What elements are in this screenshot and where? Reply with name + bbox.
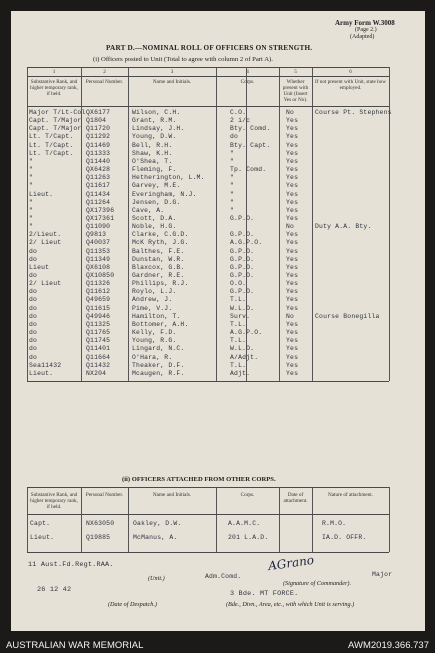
row-present: No — [286, 223, 295, 231]
unit-value: 11 Aust.Fd.Regt.RAA. — [28, 561, 114, 569]
row-rank: Major T/Lt-Col — [29, 109, 86, 116]
row-present: Yes — [286, 231, 299, 239]
row-name: O'Hara, R. — [132, 353, 173, 361]
row-rank: do — [29, 337, 38, 345]
row-rank: " — [29, 198, 34, 206]
commander-label: (Signature of Commander). — [283, 580, 351, 587]
table1-col-number: 3 — [170, 69, 174, 75]
date-label: (Date of Despatch.) — [108, 601, 157, 608]
table2-col-header: Nature of attachment. — [327, 492, 374, 498]
table1-col-header: If not present with Unit, state how employed. — [314, 79, 387, 91]
row-present: Yes — [286, 255, 299, 263]
row-corps: " — [230, 182, 235, 190]
row-rank: " — [29, 166, 34, 174]
row-personal-number: Q11615 — [86, 304, 111, 312]
row-rank: do — [29, 247, 38, 255]
table1-header-line — [27, 106, 389, 107]
table1-bottom-line — [27, 381, 389, 382]
row-rank: Lt. T/Capt. — [29, 149, 74, 157]
row-name: Roylo, L.J. — [132, 288, 177, 296]
row-corps: A.G.P.O. — [230, 329, 263, 337]
table1-col-header: Corps. — [240, 79, 255, 85]
unit-label: (Unit.) — [148, 575, 165, 582]
row-present: Yes — [286, 263, 299, 271]
row-corps: G.P.O. — [230, 272, 255, 279]
table2-bottom-line — [27, 552, 389, 553]
row-name: Wilson, C.H. — [132, 109, 181, 116]
row-corps: " — [230, 174, 235, 182]
row-name: Gardner, R.E. — [132, 272, 185, 279]
row-personal-number: QX10850 — [86, 272, 115, 279]
att-corps: 201 L.A.D. — [228, 534, 269, 541]
row-corps: G.P.O. — [230, 231, 255, 239]
table1-col-line — [216, 67, 217, 381]
row-corps: do — [230, 133, 239, 141]
table2-header-line — [27, 514, 389, 515]
form-adapted: (Adapted) — [350, 34, 375, 40]
row-present: Yes — [286, 288, 299, 296]
row-personal-number: Q11326 — [86, 280, 111, 288]
row-personal-number: Q11349 — [86, 255, 111, 263]
row-rank: do — [29, 312, 38, 320]
row-corps: W.L.O. — [230, 304, 255, 312]
row-personal-number: Q11292 — [86, 133, 111, 141]
row-rank: do — [29, 345, 38, 353]
row-present: Yes — [286, 239, 299, 247]
row-corps: T.L. — [230, 337, 247, 345]
row-name: Hetherington, L.M. — [132, 174, 205, 182]
row-personal-number: Q11720 — [86, 125, 111, 133]
form-number: Army Form W.3008 — [335, 19, 395, 27]
row-employed: Course Pt. Stephens — [315, 109, 392, 116]
row-present: Yes — [286, 272, 299, 279]
row-corps: A/Adjt. — [230, 353, 259, 361]
row-rank: " — [29, 214, 34, 222]
row-present: Yes — [286, 133, 299, 141]
row-name: Bottomer, A.H. — [132, 320, 189, 328]
row-name: Phillips, R.J. — [132, 280, 189, 288]
row-corps: " — [230, 206, 235, 214]
att-rank: Lieut. — [30, 534, 55, 541]
row-corps: " — [230, 157, 235, 165]
row-name: Theaker, D.F. — [132, 361, 185, 369]
row-present: No — [286, 109, 295, 116]
row-name: Fleming, F. — [132, 166, 177, 174]
row-corps: Surv. — [230, 312, 251, 320]
table2-col-header: Personal Number. — [85, 492, 124, 498]
att-nature: R.M.O. — [322, 520, 347, 527]
row-present: Yes — [286, 182, 299, 190]
row-present: Yes — [286, 117, 299, 125]
row-corps: G.P.O. — [230, 288, 255, 296]
row-personal-number: QX6108 — [86, 263, 111, 271]
row-rank: do — [29, 288, 38, 296]
row-corps: G.P.O. — [230, 214, 255, 222]
row-present: Yes — [286, 296, 299, 304]
table2-col-line — [389, 487, 390, 552]
row-employed: Duty A.A. Bty. — [315, 223, 372, 231]
row-personal-number: QX6177 — [86, 109, 111, 116]
row-name: Hamilton, T. — [132, 312, 181, 320]
row-rank: do — [29, 329, 38, 337]
row-rank: do — [29, 320, 38, 328]
row-name: Andrew, J. — [132, 296, 173, 304]
row-name: Noble, H.G. — [132, 223, 177, 231]
row-present: Yes — [286, 329, 299, 337]
row-personal-number: Q11263 — [86, 174, 111, 182]
row-name: Mcaugen, R.F. — [132, 369, 185, 377]
row-personal-number: Q11353 — [86, 247, 111, 255]
row-rank: Capt. T/Major — [29, 125, 82, 133]
table1-col-line — [27, 67, 28, 381]
row-name: Cave, A. — [132, 206, 165, 214]
att-name: Oakley, D.W. — [133, 520, 182, 527]
row-name: Everingham, N.J. — [132, 190, 197, 198]
row-rank: do — [29, 304, 38, 312]
row-corps: Bty. Comd. — [230, 125, 271, 133]
table1-col-number: 5 — [294, 69, 297, 75]
row-personal-number: Q11469 — [86, 141, 111, 149]
row-name: Scott, D.A. — [132, 214, 177, 222]
table1-col-number: 1 — [52, 69, 56, 75]
row-rank: do — [29, 255, 38, 263]
row-present: Yes — [286, 369, 299, 377]
row-personal-number: Q40037 — [86, 239, 111, 247]
row-present: Yes — [286, 280, 299, 288]
bde-label: (Bde., Divn., Area, etc., with which Unit is serving.) — [226, 601, 355, 608]
table1-col-header: Substantive Rank, and higher temporary rank, if held. — [30, 79, 78, 97]
row-present: Yes — [286, 190, 299, 198]
row-present: Yes — [286, 166, 299, 174]
row-present: Yes — [286, 206, 299, 214]
row-personal-number: Q11333 — [86, 149, 111, 157]
row-rank: " — [29, 174, 34, 182]
row-present: Yes — [286, 361, 299, 369]
row-rank: " — [29, 206, 34, 214]
row-corps: T.L. — [230, 361, 247, 369]
row-corps: " — [230, 190, 235, 198]
row-personal-number: Q11432 — [86, 361, 111, 369]
table1-col-line — [279, 67, 280, 381]
row-rank: " — [29, 157, 34, 165]
row-corps: A.G.P.O. — [230, 239, 263, 247]
row-corps: W.L.O. — [230, 345, 255, 353]
table1-top-line — [27, 67, 389, 68]
row-corps: C.O. — [230, 109, 247, 116]
row-personal-number: Q11264 — [86, 198, 111, 206]
row-corps: G.P.O. — [230, 263, 255, 271]
row-rank: 2/ Lieut — [29, 280, 62, 288]
row-corps: Tp. Comd. — [230, 166, 267, 174]
row-personal-number: Q11090 — [86, 223, 111, 231]
row-personal-number: Q49946 — [86, 312, 111, 320]
table1-col-line — [312, 67, 313, 381]
row-corps: G.P.O. — [230, 247, 255, 255]
row-name: Garvey, M.E. — [132, 182, 181, 190]
row-personal-number: QX17361 — [86, 214, 115, 222]
row-rank: Sea11432 — [29, 361, 62, 369]
row-rank: " — [29, 223, 34, 231]
row-present: Yes — [286, 141, 299, 149]
row-name: Grant, R.M. — [132, 117, 177, 125]
row-name: Jensen, D.G. — [132, 198, 181, 206]
row-rank: do — [29, 296, 38, 304]
row-present: Yes — [286, 198, 299, 206]
row-personal-number: Q11434 — [86, 190, 111, 198]
row-name: Shaw, K.H. — [132, 149, 173, 157]
row-present: Yes — [286, 125, 299, 133]
row-present: Yes — [286, 157, 299, 165]
row-corps: G.P.O. — [230, 255, 255, 263]
row-corps: Bty. Capt. — [230, 141, 271, 149]
despatch-date: 26 12 42 — [37, 586, 72, 594]
row-name: Kelly, F.D. — [132, 329, 177, 337]
row-present: Yes — [286, 337, 299, 345]
row-name: McK Ryth, J.G. — [132, 239, 189, 247]
row-personal-number: Q11401 — [86, 345, 111, 353]
row-rank: 2/Lieut. — [29, 231, 62, 239]
row-name: Balthes, F.E. — [132, 247, 185, 255]
row-name: Young, R.G. — [132, 337, 177, 345]
row-present: Yes — [286, 247, 299, 255]
part-title: PART D.—NOMINAL ROLL OF OFFICERS ON STRENGTH. — [106, 44, 313, 52]
commander-signature: AGrano — [267, 552, 315, 574]
table1-col-header: Personal Number. — [85, 79, 124, 85]
form-page: (Page 2.) — [355, 27, 377, 33]
row-name: Blaxcox, G.B. — [132, 263, 185, 271]
row-name: Pime, V.J. — [132, 304, 173, 312]
table1-col-number: 4 — [246, 69, 249, 75]
row-rank: Capt. T/Major — [29, 117, 82, 125]
row-present: No — [286, 312, 295, 320]
row-rank: Lieut. — [29, 369, 54, 377]
row-rank: Lieut — [29, 263, 50, 271]
row-rank: Lt. T/Capt. — [29, 141, 74, 149]
row-name: Young, D.W. — [132, 133, 177, 141]
table1-col-line — [128, 67, 129, 381]
row-name: Clarke, C.G.D. — [132, 231, 189, 239]
table1-col-number: 6 — [349, 69, 352, 75]
table2-col-header: Substantive Rank, and higher temporary rank, if held. — [30, 492, 78, 510]
table2-col-header: Corps. — [240, 492, 255, 498]
row-personal-number: Q49659 — [86, 296, 111, 304]
row-name: Bell, R.H. — [132, 141, 173, 149]
row-corps: O.O. — [230, 280, 247, 288]
att-nature: IA.D. OFFR. — [322, 534, 367, 541]
row-personal-number: QX6428 — [86, 166, 111, 174]
att-personal-number: Q19885 — [86, 534, 111, 541]
table2-top-line — [27, 487, 389, 488]
row-personal-number: Q11765 — [86, 329, 111, 337]
row-name: Lingard, N.C. — [132, 345, 185, 353]
row-corps: " — [230, 149, 235, 157]
row-rank: " — [29, 182, 34, 190]
table2-col-header: Date of attachment. — [283, 492, 308, 504]
caption-left: AUSTRALIAN WAR MEMORIAL — [6, 640, 144, 651]
row-name: Dunstan, W.R. — [132, 255, 185, 263]
row-personal-number: Q11325 — [86, 320, 111, 328]
row-personal-number: Q11440 — [86, 157, 111, 165]
row-name: Lindsay, J.H. — [132, 125, 185, 133]
row-personal-number: Q9813 — [86, 231, 107, 239]
row-rank: do — [29, 272, 38, 279]
commander-role: Adm.Comd. — [205, 573, 242, 580]
caption-bar — [0, 638, 435, 653]
section-ii-title: (ii) OFFICERS ATTACHED FROM OTHER CORPS. — [122, 476, 276, 483]
row-corps: T.L. — [230, 296, 247, 304]
row-present: Yes — [286, 353, 299, 361]
row-name: O'Shea, T. — [132, 157, 173, 165]
att-corps: A.A.M.C. — [228, 520, 261, 527]
row-corps: 2 i/c — [230, 117, 251, 125]
table2-col-header: Name and Initials. — [152, 492, 192, 498]
row-personal-number: Q11664 — [86, 353, 111, 361]
row-present: Yes — [286, 320, 299, 328]
row-corps: " — [230, 198, 235, 206]
row-employed: Course Bonegilla — [315, 312, 380, 320]
table1-col-number: 2 — [103, 69, 106, 75]
row-present: Yes — [286, 304, 299, 312]
row-present: Yes — [286, 345, 299, 353]
row-personal-number: NX204 — [86, 369, 107, 377]
row-personal-number: Q11612 — [86, 288, 111, 296]
row-present: Yes — [286, 149, 299, 157]
row-corps: Adjt. — [230, 369, 251, 377]
row-rank: Lt. T/Capt. — [29, 133, 74, 141]
table1-number-line — [27, 76, 389, 77]
att-personal-number: NX63050 — [86, 520, 115, 527]
row-personal-number: Q11745 — [86, 337, 111, 345]
caption-right: AWM2019.366.737 — [348, 640, 429, 651]
section-i-title: (i) Officers posted to Unit (Total to agree with column 2 of Part A). — [93, 56, 273, 63]
row-personal-number: Q1804 — [86, 117, 107, 125]
row-corps: T.L. — [230, 320, 247, 328]
row-personal-number: QX17396 — [86, 206, 115, 214]
att-name: McManus, A. — [133, 534, 178, 541]
row-present: Yes — [286, 214, 299, 222]
table1-col-header: Whether present with Unit (Insert Yes or No). — [282, 79, 309, 103]
bde-value: 3 Bde. MT FORCE. — [230, 590, 299, 598]
table1-col-header: Name and Initials. — [152, 79, 192, 85]
major-rank: Major — [372, 571, 393, 578]
row-present: Yes — [286, 174, 299, 182]
row-personal-number: Q11617 — [86, 182, 111, 190]
row-rank: 2/ Lieut — [29, 239, 62, 247]
row-rank: Lieut. — [29, 190, 54, 198]
att-rank: Capt. — [30, 520, 51, 527]
row-rank: do — [29, 353, 38, 361]
